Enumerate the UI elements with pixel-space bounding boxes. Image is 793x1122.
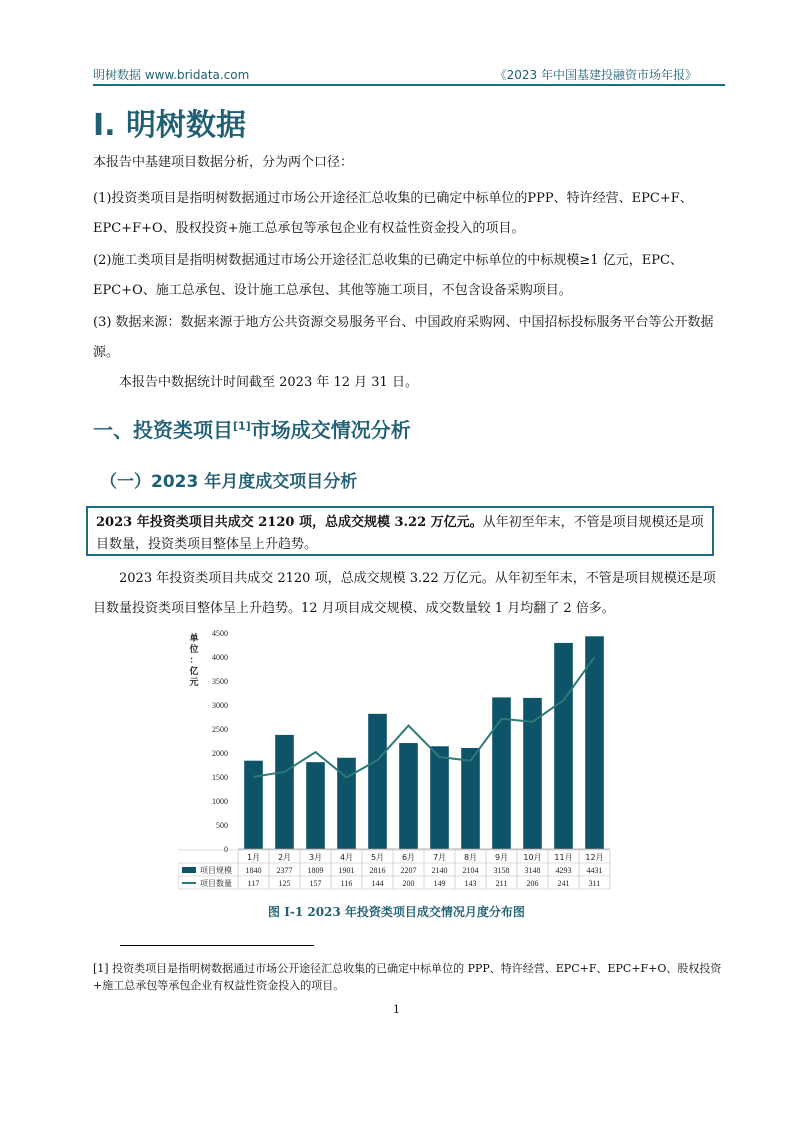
- y-left-unit-char: 亿: [189, 667, 199, 677]
- x-tick-label: 5月: [370, 853, 385, 862]
- y-left-tick-label: 0: [224, 845, 228, 854]
- table-value-amount: 1901: [338, 866, 355, 875]
- y-left-unit-char: 单: [189, 634, 199, 644]
- y-left-tick-label: 3500: [212, 677, 228, 686]
- footnote-rule: [120, 945, 314, 946]
- table-value-amount: 2140: [431, 866, 448, 875]
- table-value-amount: 3158: [493, 866, 510, 875]
- table-value-amount: 1840: [245, 866, 262, 875]
- table-value-count: 117: [247, 879, 260, 888]
- subsection-heading: （一）2023 年月度成交项目分析: [100, 472, 358, 492]
- section-heading-suffix: 市场成交情况分析: [250, 418, 411, 442]
- bar-3: [306, 762, 325, 849]
- footnote-ref[interactable]: [1]: [233, 419, 251, 433]
- bar-1: [244, 761, 263, 849]
- x-tick-label: 2月: [277, 853, 292, 862]
- definition-investment: (1)投资类项目是指明树数据通过市场公开途径汇总收集的已确定中标单位的PPP、特许经营、EPC+F、EPC+F+O、股权投资+施工总承包等承包企业有权益性资金投入的项目。: [93, 191, 693, 236]
- table-value-amount: 2377: [276, 866, 293, 875]
- table-value-count: 211: [495, 879, 508, 888]
- y-left-tick-label: 1500: [212, 773, 228, 782]
- table-value-amount: 4293: [555, 866, 572, 875]
- y-left-unit-char: 元: [189, 678, 199, 688]
- table-value-count: 149: [433, 879, 446, 888]
- table-value-amount: 1809: [307, 866, 324, 875]
- header-rule: [93, 84, 725, 86]
- legend-label-line: 项目数量: [200, 879, 232, 888]
- table-value-amount: 2207: [400, 866, 417, 875]
- x-tick-label: 10月: [523, 853, 542, 862]
- x-tick-label: 8月: [463, 853, 478, 862]
- x-tick-label: 11月: [554, 853, 573, 862]
- x-tick-label: 7月: [432, 853, 447, 862]
- bar-7: [430, 746, 449, 849]
- table-value-amount: 4431: [586, 866, 603, 875]
- footnote: [1] 投资类项目是指明树数据通过市场公开途径汇总收集的已确定中标单位的 PPP、特许经营、EPC+F、EPC+F+O、股权投资+施工总承包等承包企业有权益性资金投入的项目。: [93, 962, 722, 992]
- y-left-tick-label: 1000: [212, 797, 228, 806]
- table-value-count: 125: [278, 879, 291, 888]
- monthly-chart: [178, 625, 618, 893]
- bar-11: [554, 643, 573, 849]
- y-left-tick-label: 2500: [212, 725, 228, 734]
- header-site: 明树数据 www.bridata.com: [93, 68, 250, 82]
- x-tick-label: 12月: [585, 853, 604, 862]
- legend-label-bar: 项目规模: [200, 866, 232, 875]
- x-tick-label: 4月: [339, 853, 354, 862]
- table-value-amount: 3148: [524, 866, 541, 875]
- bar-2: [275, 735, 294, 849]
- figure-caption: 图 I-1 2023 年投资类项目成交情况月度分布图: [268, 905, 525, 919]
- y-left-tick-label: 4500: [212, 629, 228, 638]
- summary-callout: [86, 506, 714, 556]
- y-left-tick-label: 500: [216, 821, 228, 830]
- table-value-count: 144: [371, 879, 384, 888]
- table-value-amount: 2816: [369, 866, 386, 875]
- y-left-unit-char: ：: [189, 656, 199, 666]
- body-paragraph: 2023 年投资类项目共成交 2120 项，总成交规模 3.22 万亿元。从年初至年末，不管是项目规模还是项目数量投资类项目整体呈上升趋势。12 月项目成交规模、成交数量较 1 月均翻了 2 倍多。: [93, 571, 716, 616]
- chart-svg: [178, 625, 618, 893]
- cutoff-paragraph: 本报告中数据统计时间截至 2023 年 12 月 31 日。: [119, 375, 418, 390]
- y-left-tick-label: 2000: [212, 749, 228, 758]
- table-value-count: 143: [464, 879, 477, 888]
- x-tick-label: 1月: [246, 853, 261, 862]
- y-left-tick-label: 3000: [212, 701, 228, 710]
- x-tick-label: 9月: [494, 853, 509, 862]
- section-heading: [93, 414, 411, 443]
- y-left-tick-label: 4000: [212, 653, 228, 662]
- definition-construction: (2)施工类项目是指明树数据通过市场公开途径汇总收集的已确定中标单位的中标规模≥1 亿元，EPC、EPC+O、施工总承包、设计施工总承包、其他等施工项目，不包含设备采购项目。: [93, 253, 683, 298]
- intro-paragraph: 本报告中基建项目数据分析，分为两个口径：: [93, 155, 354, 170]
- table-value-count: 157: [309, 879, 322, 888]
- callout-bold: 2023 年投资类项目共成交 2120 项，总成交规模 3.22 万亿元。: [96, 515, 483, 530]
- x-tick-label: 6月: [401, 853, 416, 862]
- x-tick-label: 3月: [308, 853, 323, 862]
- page-title: I. 明树数据: [93, 108, 247, 143]
- data-source-paragraph: (3) 数据来源：数据来源于地方公共资源交易服务平台、中国政府采购网、中国招标投标服务平台等公开数据源。: [93, 315, 714, 360]
- table-value-count: 116: [340, 879, 353, 888]
- page-number: 1: [393, 1003, 400, 1016]
- count-line: [254, 657, 595, 777]
- table-value-count: 241: [557, 879, 570, 888]
- header-report-title: 《2023 年中国基建投融资市场年报》: [494, 68, 697, 82]
- bar-8: [461, 748, 480, 849]
- bar-6: [399, 743, 418, 849]
- section-heading-prefix: 一、投资类项目: [93, 418, 233, 442]
- bar-12: [585, 636, 604, 849]
- table-value-count: 206: [526, 879, 539, 888]
- bar-5: [368, 714, 387, 849]
- legend-key-bar: [182, 867, 196, 873]
- callout-text: 从年初至年末，不管是项目规模还是项目数量，投资类项目整体呈上升趋势。: [96, 515, 704, 552]
- table-value-amount: 2104: [462, 866, 479, 875]
- table-value-count: 311: [588, 879, 601, 888]
- y-left-unit-char: 位: [189, 645, 199, 655]
- table-value-count: 200: [402, 879, 415, 888]
